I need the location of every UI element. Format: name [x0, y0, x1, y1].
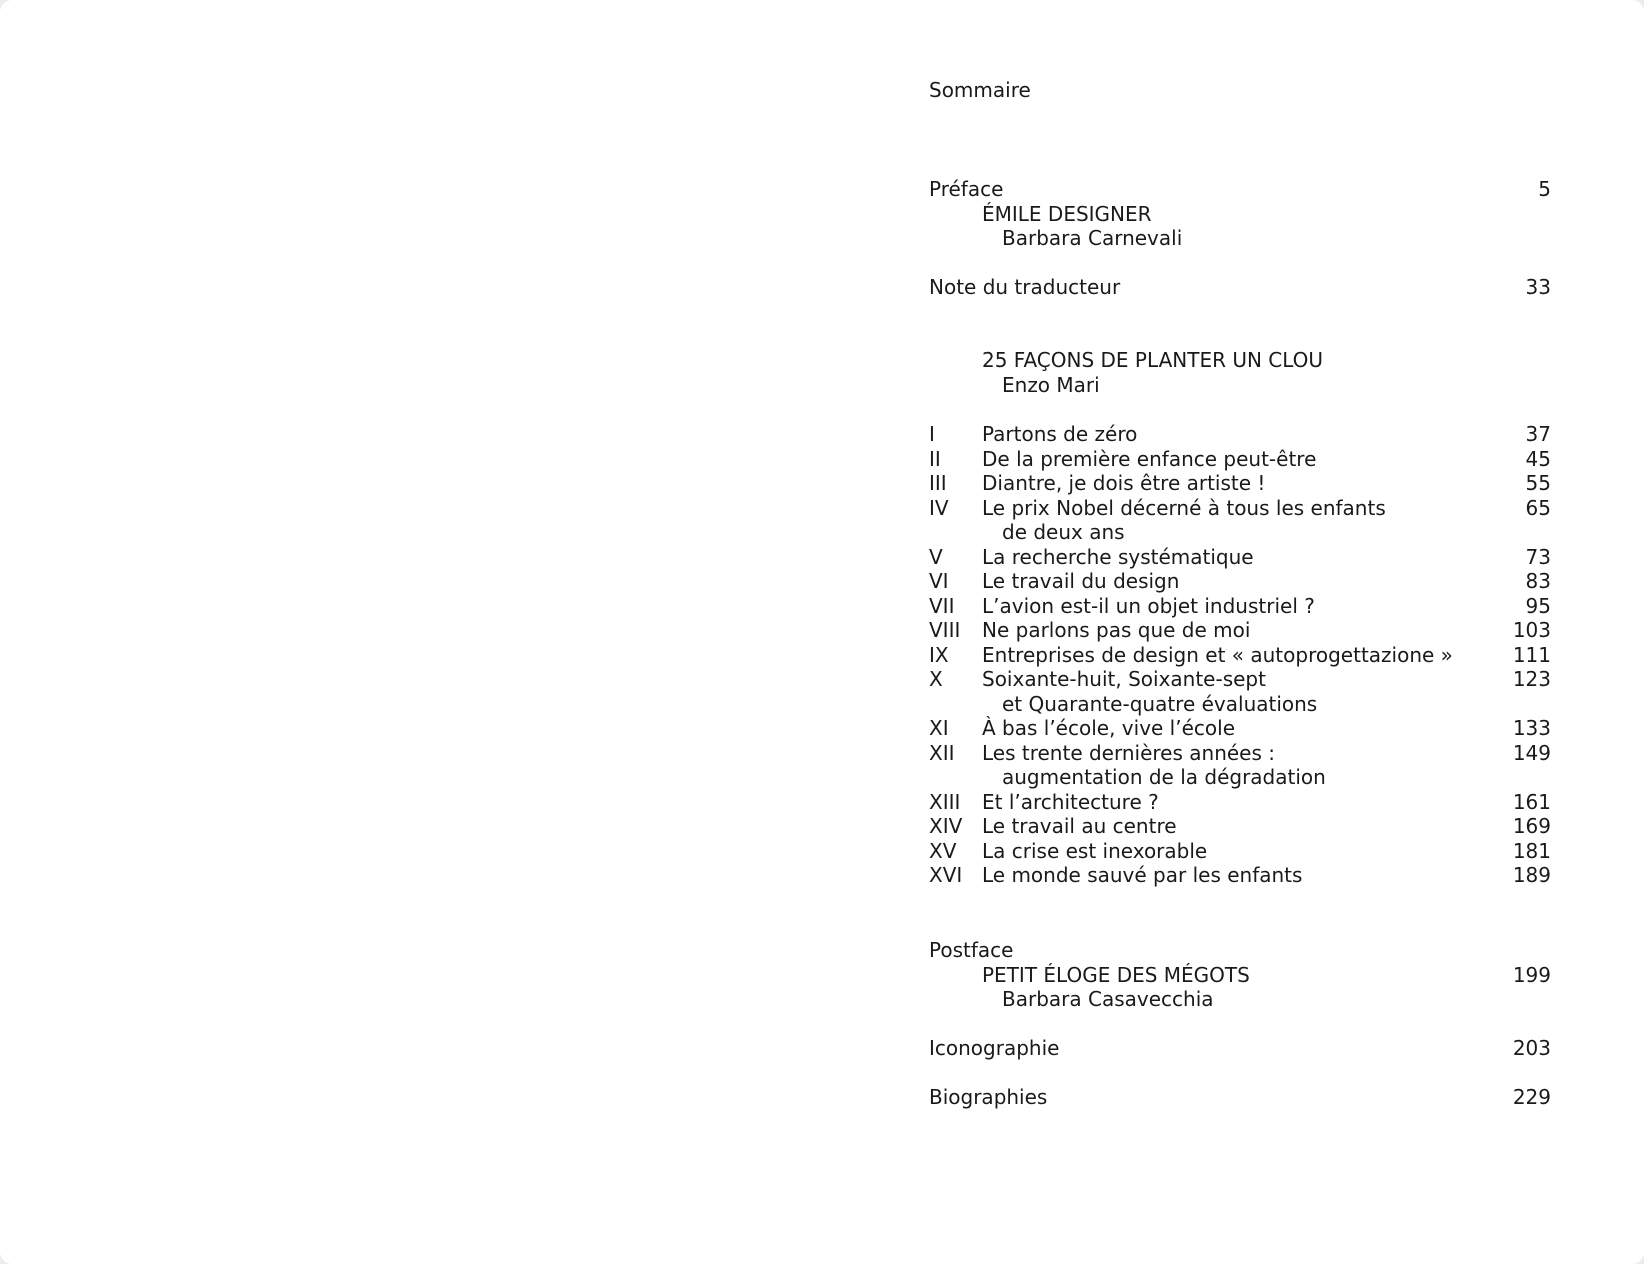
postface-page: 199 — [1512, 962, 1551, 987]
preface-page: 5 — [1538, 177, 1551, 201]
chapter-title: L’avion est-il un objet industriel ? — [982, 593, 1315, 618]
chapter-number: V — [929, 544, 943, 569]
toc-section-postface — [929, 938, 1551, 1012]
toc-title: Sommaire — [929, 78, 1031, 102]
chapter-row — [929, 545, 1551, 570]
chapter-title: La crise est inexorable — [982, 838, 1208, 863]
preface-author: Barbara Carnevali — [1002, 226, 1183, 250]
chapter-number: II — [929, 446, 941, 471]
biographies-label: Biographies — [929, 1085, 1048, 1109]
chapter-page: 169 — [1512, 814, 1551, 838]
chapter-page: 149 — [1512, 740, 1551, 765]
postface-author: Barbara Casavecchia — [1002, 987, 1214, 1011]
chapter-number: IV — [929, 495, 949, 520]
chapter-page: 133 — [1512, 716, 1551, 740]
chapter-row — [929, 643, 1551, 668]
chapter-row — [929, 667, 1551, 692]
chapter-row — [929, 618, 1551, 643]
chapter-title-continuation: et Quarante-quatre évaluations — [1002, 691, 1318, 716]
chapter-row — [929, 496, 1551, 521]
chapter-row — [929, 839, 1551, 864]
chapter-row — [929, 814, 1551, 839]
chapter-number: X — [929, 667, 943, 691]
chapter-title: De la première enfance peut-être — [982, 446, 1317, 471]
chapter-title: Le travail au centre — [982, 814, 1177, 838]
postface-title: PETIT ÉLOGE DES MÉGOTS — [982, 962, 1250, 987]
chapter-row-continuation — [929, 765, 1551, 790]
chapter-number: IX — [929, 642, 949, 667]
chapter-number: XII — [929, 740, 955, 765]
chapter-title: Soixante-huit, Soixante-sept — [982, 667, 1266, 691]
chapter-page: 73 — [1525, 544, 1551, 569]
iconographie-page: 203 — [1512, 1036, 1551, 1060]
chapter-page: 181 — [1512, 838, 1551, 863]
biographies-page: 229 — [1512, 1085, 1551, 1109]
toc-section-note — [929, 275, 1551, 300]
chapter-page: 45 — [1525, 446, 1551, 471]
chapter-title: Le prix Nobel décerné à tous les enfants — [982, 495, 1386, 520]
chapter-page: 103 — [1512, 618, 1551, 642]
iconographie-label: Iconographie — [929, 1036, 1060, 1060]
chapter-row — [929, 471, 1551, 496]
toc-section-main — [929, 348, 1551, 397]
chapter-page: 37 — [1525, 422, 1551, 446]
chapter-title: Et l’architecture ? — [982, 789, 1159, 814]
main-title: 25 FAÇONS DE PLANTER UN CLOU — [982, 348, 1324, 372]
chapter-number: I — [929, 422, 935, 446]
note-label: Note du traducteur — [929, 275, 1121, 299]
chapter-title: Diantre, je dois être artiste ! — [982, 471, 1266, 495]
chapter-number: VI — [929, 569, 949, 593]
chapter-row — [929, 863, 1551, 888]
preface-title: ÉMILE DESIGNER — [982, 201, 1152, 226]
chapter-page: 65 — [1525, 495, 1551, 520]
chapter-title: Partons de zéro — [982, 422, 1138, 446]
chapter-number: XVI — [929, 863, 963, 887]
chapter-list — [929, 422, 1551, 888]
chapter-row-continuation — [929, 520, 1551, 545]
chapter-title: Le monde sauvé par les enfants — [982, 863, 1303, 887]
toc-section-preface — [929, 177, 1551, 251]
chapter-number: XIII — [929, 789, 961, 814]
chapter-number: VII — [929, 593, 955, 618]
chapter-row — [929, 716, 1551, 741]
chapter-page: 189 — [1512, 863, 1551, 887]
chapter-row — [929, 447, 1551, 472]
chapter-title: La recherche systématique — [982, 544, 1254, 569]
toc-section-biographies — [929, 1085, 1551, 1110]
chapter-title-continuation: augmentation de la dégradation — [1002, 765, 1326, 789]
chapter-number: XI — [929, 716, 949, 740]
chapter-title: Le travail du design — [982, 569, 1180, 593]
chapter-page: 111 — [1512, 642, 1551, 667]
chapter-title: Entreprises de design et « autoprogettazione » — [982, 642, 1453, 667]
chapter-page: 95 — [1525, 593, 1551, 618]
chapter-title: À bas l’école, vive l’école — [982, 716, 1235, 740]
chapter-number: III — [929, 471, 947, 495]
main-author: Enzo Mari — [1002, 372, 1100, 397]
chapter-row — [929, 790, 1551, 815]
chapter-page: 123 — [1512, 667, 1551, 691]
chapter-row — [929, 594, 1551, 619]
preface-label: Préface — [929, 177, 1004, 201]
chapter-number: VIII — [929, 618, 961, 642]
chapter-title-continuation: de deux ans — [1002, 520, 1125, 544]
chapter-row-continuation — [929, 692, 1551, 717]
chapter-title: Ne parlons pas que de moi — [982, 618, 1251, 642]
postface-label: Postface — [929, 938, 1014, 962]
chapter-number: XIV — [929, 814, 963, 838]
chapter-row — [929, 741, 1551, 766]
toc-section-iconographie — [929, 1036, 1551, 1061]
chapter-page: 83 — [1525, 569, 1551, 593]
chapter-number: XV — [929, 838, 957, 863]
chapter-row — [929, 422, 1551, 447]
chapter-title: Les trente dernières années : — [982, 740, 1275, 765]
chapter-row — [929, 569, 1551, 594]
chapter-page: 161 — [1512, 789, 1551, 814]
chapter-page: 55 — [1525, 471, 1551, 495]
note-page: 33 — [1525, 275, 1551, 299]
